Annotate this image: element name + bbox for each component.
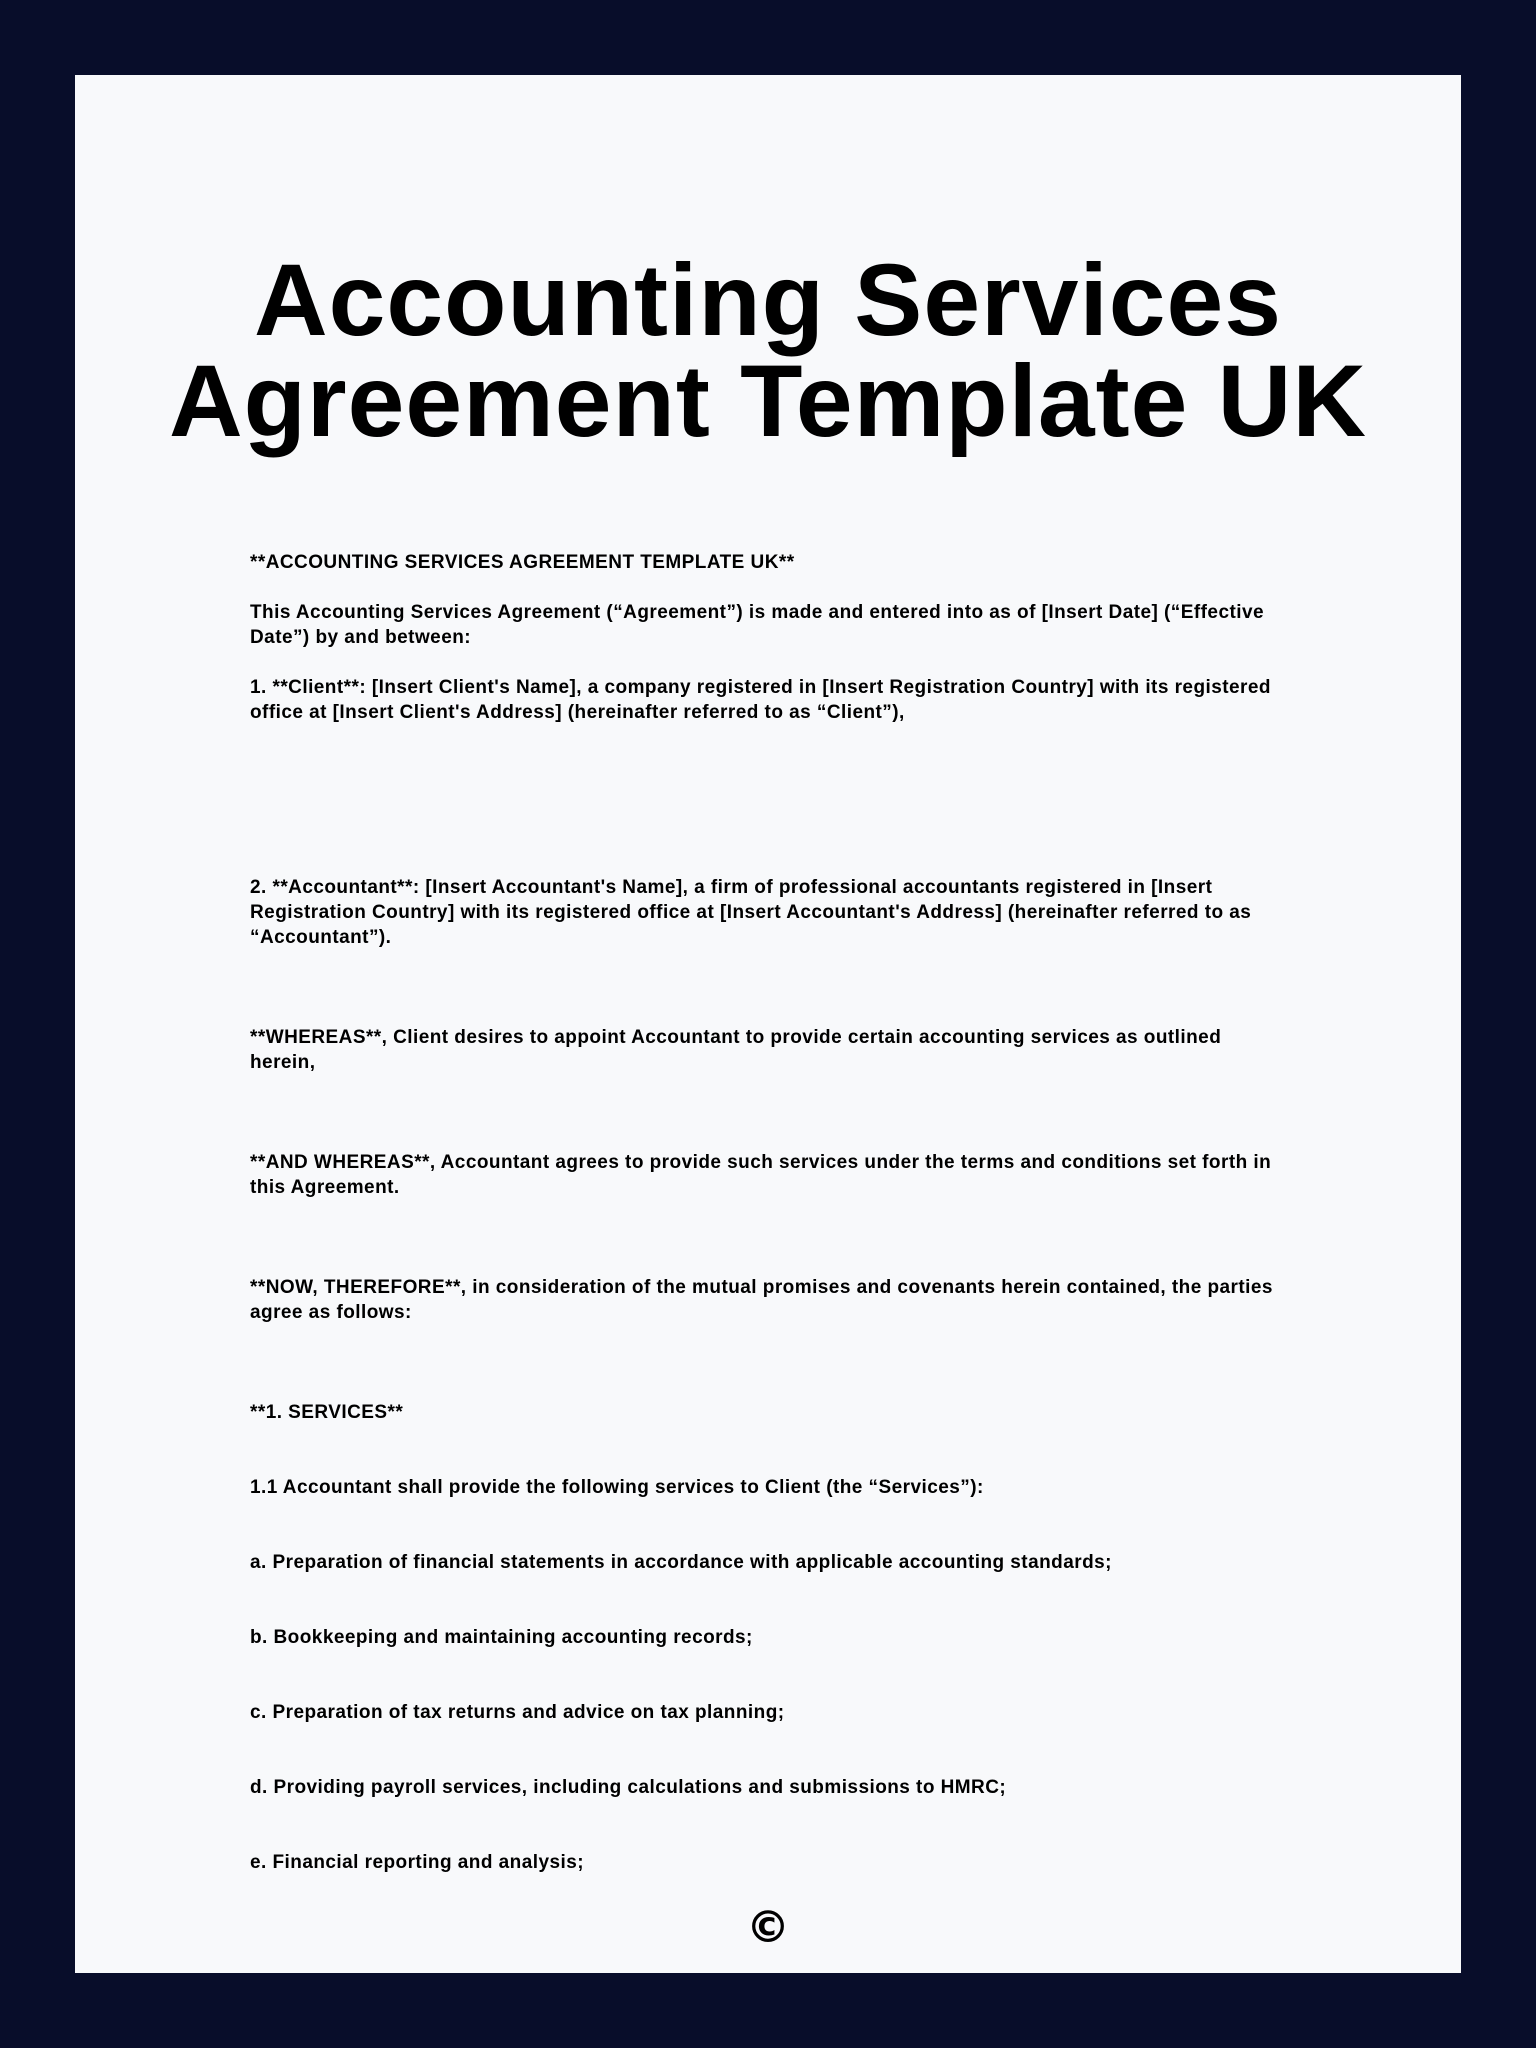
client-party-paragraph: 1. **Client**: [Insert Client's Name], a company registered in [Insert Registration Country] with its registered office at [Insert Client's Address] (hereinafter referred to as “Client”), [250,677,1271,723]
list-item-a: a. Preparation of financial statements in accordance with applicable accounting standards; [250,1552,1112,1573]
section-heading-services: **1. SERVICES** [250,1402,404,1423]
document-page [75,75,1461,1973]
copyright-icon: © [746,1902,790,1953]
list-item-d: d. Providing payroll services, including calculations and submissions to HMRC; [250,1777,1007,1798]
now-therefore-paragraph: **NOW, THEREFORE**, in consideration of the mutual promises and covenants herein contained, the parties agree as follows: [250,1277,1273,1323]
whereas-paragraph: **WHEREAS**, Client desires to appoint Accountant to provide certain accounting services as outlined herein, [250,1027,1222,1073]
and-whereas-paragraph: **AND WHEREAS**, Accountant agrees to provide such services under the terms and conditions set forth in this Agreement. [250,1152,1272,1198]
title-line-1: Accounting Services [254,243,1282,357]
list-item-c: c. Preparation of tax returns and advice on tax planning; [250,1702,785,1723]
list-item-e: e. Financial reporting and analysis; [250,1852,585,1873]
intro-paragraph: This Accounting Services Agreement (“Agreement”) is made and entered into as of [Insert Date] (“Effective Date”) by and between: [250,602,1265,648]
clause-1-1: 1.1 Accountant shall provide the following services to Client (the “Services”): [250,1477,984,1498]
agreement-heading: **ACCOUNTING SERVICES AGREEMENT TEMPLATE UK** [250,552,795,573]
list-item-b: b. Bookkeeping and maintaining accounting records; [250,1627,753,1648]
accountant-party-paragraph: 2. **Accountant**: [Insert Accountant's Name], a firm of professional accountants registered in [Insert Registration Country] with its registered office at [Insert Accountant's Address] (hereinafter referred to as “Accountant”). [250,877,1252,948]
title-line-2: Agreement Template UK [168,344,1368,458]
page-title [75,243,1461,458]
